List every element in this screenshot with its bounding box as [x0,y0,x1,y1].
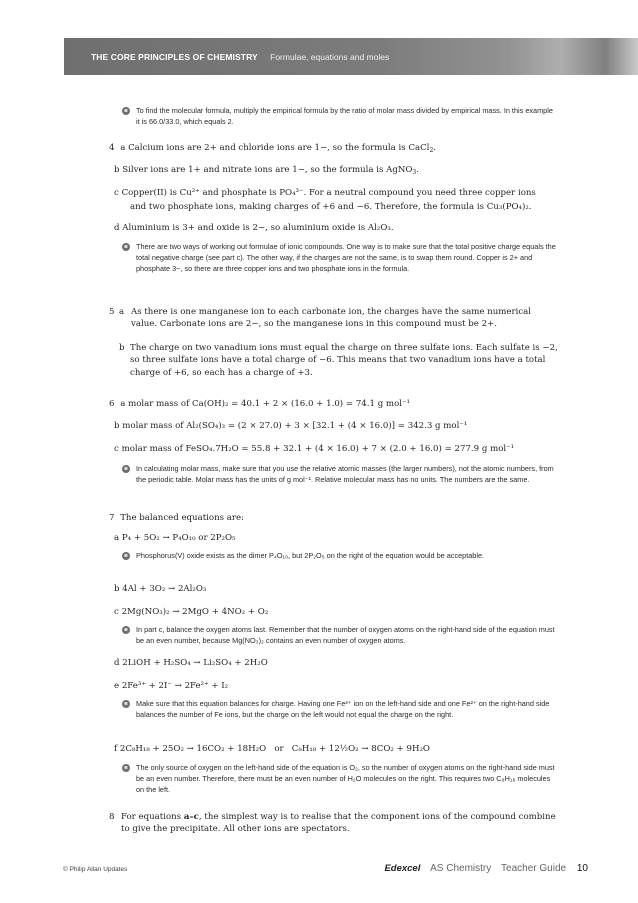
answer-text: molar mass of Al₂(SO₄)₃ = (2 × 27.0) + 3 × [32.1 + (4 × 16.0)] = 342.3 g mol⁻¹ [122,421,468,431]
page-number: 10 [576,863,588,874]
q7-b [114,583,558,595]
part-label: d [114,658,120,668]
q4-c [114,187,558,199]
tip-text: There are two ways of working out formulae of ionic compounds. One way is to make sure that the total positive charge equals the total negative charge (see part c). The other way, if the charges are not the same, is to swap them round. Copper is 2+ and phosphate 3−, so there are three copper ions and two phosphate ions in the formula. [136,242,556,273]
question-number: 7 [109,513,115,523]
q6-c [114,443,558,455]
answer-text: 2C₈H₁₈ + 25O₂ → 16CO₂ + 18H₂O or C₈H₁₈ + 12½O₂ → 8CO₂ + 9H₂O [119,744,430,754]
question-number: 5 [109,307,115,317]
e-tip-icon: e [122,626,130,634]
e-tip-icon: e [122,465,130,473]
q7-e [114,680,558,692]
answer-text: molar mass of FeSO₄.7H₂O = 55.8 + 32.1 + (4 × 16.0) + 7 × (2.0 + 16.0) = 277.9 g mol⁻¹ [121,444,515,454]
q7-d [114,657,558,669]
q6-b [114,420,558,432]
tip-box [122,464,558,486]
answer-text: Silver ions are 1+ and nitrate ions are 1−, so the formula is AgNO [122,165,413,175]
q4-d [114,222,558,234]
part-label: a [114,533,120,543]
answer-text: The charge on two vanadium ions must equal the charge on three sulfate ions. Each sulfate is −2, so three sulfate ions have a total charge of −6. This means that two vanadium ions have a total charge of +6, so each has a charge of +3. [130,343,558,378]
q7-intro [109,512,558,524]
part-label: c [114,444,119,454]
tip-box [122,763,558,796]
tip-text: To find the molecular formula, multiply the empirical formula by the ratio of molar mass divided by empirical mass. In this example it is 66.0/33.0, which equals 2. [136,106,553,126]
answer-text: molar mass of Ca(OH)₂ = 40.1 + 2 × (16.0 + 1.0) = 74.1 g mol⁻¹ [128,399,410,409]
q8 [109,811,558,836]
tip-box [122,106,558,128]
answer-text: Copper(II) is Cu²⁺ and phosphate is PO₄³⁻. For a neutral compound you need three copper ions [121,188,536,198]
q4-b: b Silver ions are 1+ and nitrate ions are 1−, so the formula is AgNO$_3$. [114,165,419,176]
answer-text: P₄ + 5O₂ → P₄O₁₀ or 2P₂O₅ [121,533,236,543]
tip-text: The only source of oxygen on the left-hand side of the equation is O₂, so the number of oxygen atoms on the right-hand side must be an even number. Therefore, there must be an even number of H₂O molecules on the right. This requires two C₈H₁₈ molecules on the left. [136,763,555,794]
guide: Teacher Guide [501,863,567,874]
question-number: 4 [109,143,115,153]
bold-parts: a–c [183,812,199,822]
header-title [91,51,389,63]
part-label: a [120,399,126,409]
course: AS Chemistry [430,863,492,874]
part-label: e [114,681,120,691]
part-label: c [114,188,119,198]
answer-text: , the simplest way is to realise that the component ions of the compound combine to give the precipitate. All other ions are spectators. [121,812,556,835]
q7-c [114,606,558,618]
e-tip-icon: e [122,552,130,560]
part-label: b [114,421,120,431]
tip-box [122,699,558,721]
tip-text: In part c, balance the oxygen atoms last. Remember that the number of oxygen atoms on the right-hand side of the equation must be an even number, because Mg(NO₃)₂ contains an even number of oxygen atoms. [136,625,555,645]
section-title: THE CORE PRINCIPLES OF CHEMISTRY [91,52,258,62]
header-banner [64,38,638,75]
tip-box [122,551,558,562]
q5-a [109,306,558,331]
answer-text: 2Mg(NO₃)₂ → 2MgO + 4NO₂ + O₂ [121,607,269,617]
part-label: c [114,607,119,617]
part-label: b [119,343,125,353]
part-label: a [120,143,126,153]
q6-a [109,398,558,410]
part-label: b [114,165,120,175]
answer-text: and two phosphate ions, making charges of +6 and −6. Therefore, the formula is Cu₃(PO₄)₂. [130,202,532,212]
e-tip-icon: e [122,243,130,251]
part-label: d [114,223,120,233]
tip-box [122,242,558,275]
answer-text: 4Al + 3O₂ → 2Al₂O₃ [122,584,207,594]
tip-box [122,625,558,647]
copyright: © Philip Allan Updates [63,866,128,873]
answer-text: As there is one manganese ion to each carbonate ion, the charges have the same numerical value. Carbonate ions are 2−, so the manganese ions in this compound must be 2+. [131,307,532,330]
tip-text: Phosphorus(V) oxide exists as the dimer P₄O₁₀, but 2P₂O₅ on the right of the equation would be acceptable. [136,551,485,560]
part-label: a [119,307,125,317]
q7-a [114,532,558,544]
question-number: 8 [109,812,115,822]
answer-text: 2LiOH + H₂SO₄ → Li₂SO₄ + 2H₂O [122,658,268,668]
q5-b [114,342,558,379]
part-label: f [114,744,118,754]
answer-text: Calcium ions are 2+ and chloride ions are 1−, so the formula is CaCl [128,143,430,153]
intro-text: The balanced equations are: [120,513,244,523]
tip-text: Make sure that this equation balances for charge. Having one Fe³⁺ ion on the left-hand side and one Fe²⁺ on the right-hand side balances the number of Fe ions, but the charge on the left would not equal the charge on the right. [136,699,550,719]
e-tip-icon: e [122,700,130,708]
part-label: b [114,584,120,594]
answer-text: 2Fe³⁺ + 2I⁻ → 2Fe²⁺ + I₂ [121,681,229,691]
q7-f [114,743,558,755]
tip-text: In calculating molar mass, make sure that you use the relative atomic masses (the larger numbers), not the atomic numbers, from the periodic table. Molar mass has the units of g mol⁻¹. Relative molecular mass has no units. The numbers are the same. [136,464,554,484]
footer-info [384,862,588,877]
question-number: 6 [109,399,115,409]
banner-decoration [508,38,638,75]
e-tip-icon: e [122,764,130,772]
q4-c-cont [130,201,558,213]
topic-title: Formulae, equations and moles [270,52,390,62]
e-tip-icon: e [122,107,130,115]
answer-text: For equations [121,812,184,822]
answer-text: Aluminium is 3+ and oxide is 2−, so aluminium oxide is Al₂O₃. [122,223,394,233]
brand: Edexcel [384,863,421,874]
q4-a: 4 a Calcium ions are 2+ and chloride ions are 1−, so the formula is CaCl$_2$. [109,143,436,154]
